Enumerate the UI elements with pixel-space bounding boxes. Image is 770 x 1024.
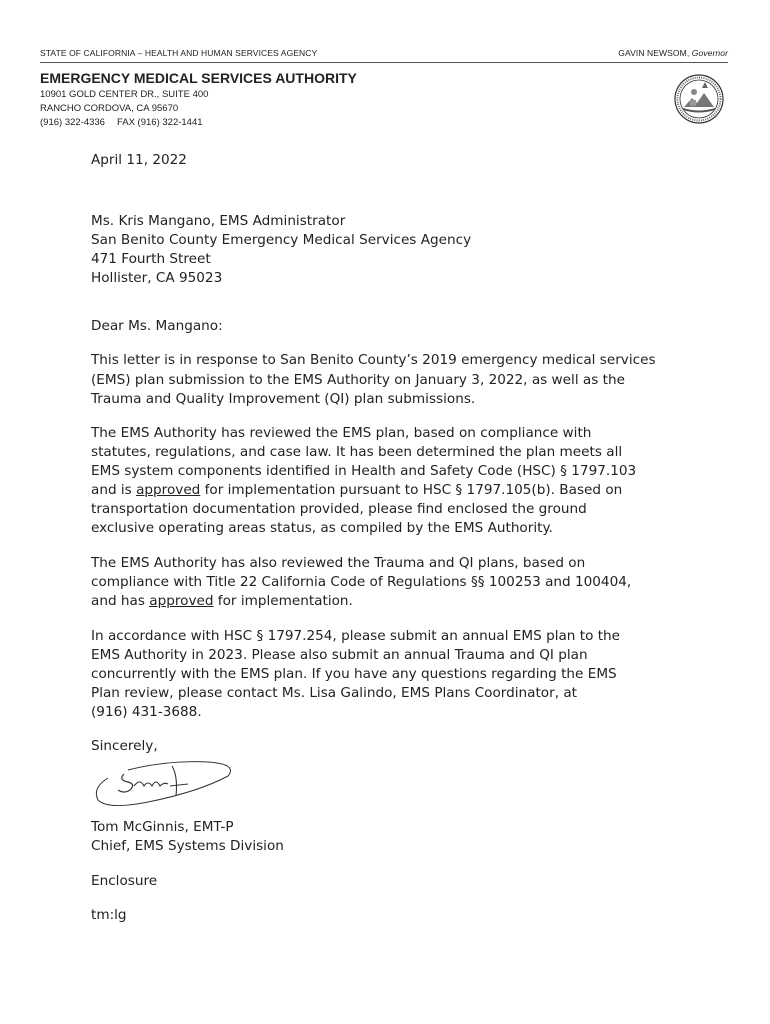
org-name: EMERGENCY MEDICAL SERVICES AUTHORITY xyxy=(40,70,357,86)
closing: Sincerely, xyxy=(91,738,158,754)
paragraph-4-line-5: (916) 431-3688. xyxy=(91,704,202,720)
paragraph-2-line-6: exclusive operating areas status, as compiled by the EMS Authority. xyxy=(91,520,553,536)
fax: FAX (916) 322-1441 xyxy=(116,117,203,128)
paragraph-2-line-2: statutes, regulations, and case law. It has been determined the plan meets all xyxy=(91,444,623,460)
paragraph-3-line-2: compliance with Title 22 California Code of Regulations §§ 100253 and 100404, xyxy=(91,574,632,590)
recipient-line-1: Ms. Kris Mangano, EMS Administrator xyxy=(91,213,346,229)
contact-line xyxy=(40,117,203,128)
address-line-1: 10901 GOLD CENTER DR., SUITE 400 xyxy=(40,89,209,100)
paragraph-2-line-5: transportation documentation provided, please find enclosed the ground xyxy=(91,501,587,517)
paragraph-3-line-3: and has approved for implementation. xyxy=(91,593,353,609)
agency-line: STATE OF CALIFORNIA – HEALTH AND HUMAN SERVICES AGENCY xyxy=(40,48,318,58)
phone: (916) 322-4336 xyxy=(40,117,105,128)
signer-name: Tom McGinnis, EMT-P xyxy=(91,819,234,835)
enclosure-note: Enclosure xyxy=(91,873,158,889)
recipient-line-2: San Benito County Emergency Medical Services Agency xyxy=(91,232,472,248)
paragraph-3-line-1: The EMS Authority has also reviewed the Trauma and QI plans, based on xyxy=(91,555,586,571)
paragraph-4-line-3: concurrently with the EMS plan. If you have any questions regarding the EMS xyxy=(91,666,617,682)
letter-date: April 11, 2022 xyxy=(91,152,187,168)
address-line-2: RANCHO CORDOVA, CA 95670 xyxy=(40,103,179,114)
paragraph-4-line-1: In accordance with HSC § 1797.254, please submit an annual EMS plan to the xyxy=(91,628,621,644)
signer-title: Chief, EMS Systems Division xyxy=(91,838,284,854)
paragraph-4-line-4: Plan review, please contact Ms. Lisa Galindo, EMS Plans Coordinator, at xyxy=(91,685,578,701)
approved-underlined: approved xyxy=(149,593,214,609)
recipient-line-3: 471 Fourth Street xyxy=(91,251,211,267)
governor-line xyxy=(618,48,728,58)
salutation: Dear Ms. Mangano: xyxy=(91,318,223,334)
paragraph-1-line-2: (EMS) plan submission to the EMS Authority on January 3, 2022, as well as the xyxy=(91,372,625,388)
paragraph-4-line-2: EMS Authority in 2023. Please also submit an annual Trauma and QI plan xyxy=(91,647,588,663)
governor-title: Governor xyxy=(691,48,728,58)
paragraph-1-line-3: Trauma and Quality Improvement (QI) plan submissions. xyxy=(91,391,476,407)
paragraph-1-line-1: This letter is in response to San Benito County’s 2019 emergency medical services xyxy=(91,352,656,368)
approved-underlined: approved xyxy=(136,482,201,498)
paragraph-2-line-1: The EMS Authority has reviewed the EMS plan, based on compliance with xyxy=(91,425,592,441)
state-seal-icon xyxy=(674,74,724,124)
governor-name: GAVIN NEWSOM, xyxy=(618,48,690,58)
recipient-line-4: Hollister, CA 95023 xyxy=(91,270,223,286)
paragraph-2-line-4: and is approved for implementation pursuant to HSC § 1797.105(b). Based on xyxy=(91,482,623,498)
paragraph-2-line-3: EMS system components identified in Health and Safety Code (HSC) § 1797.103 xyxy=(91,463,637,479)
header-divider xyxy=(40,62,728,63)
typist-initials: tm:lg xyxy=(91,907,127,923)
signature-icon xyxy=(88,756,238,816)
